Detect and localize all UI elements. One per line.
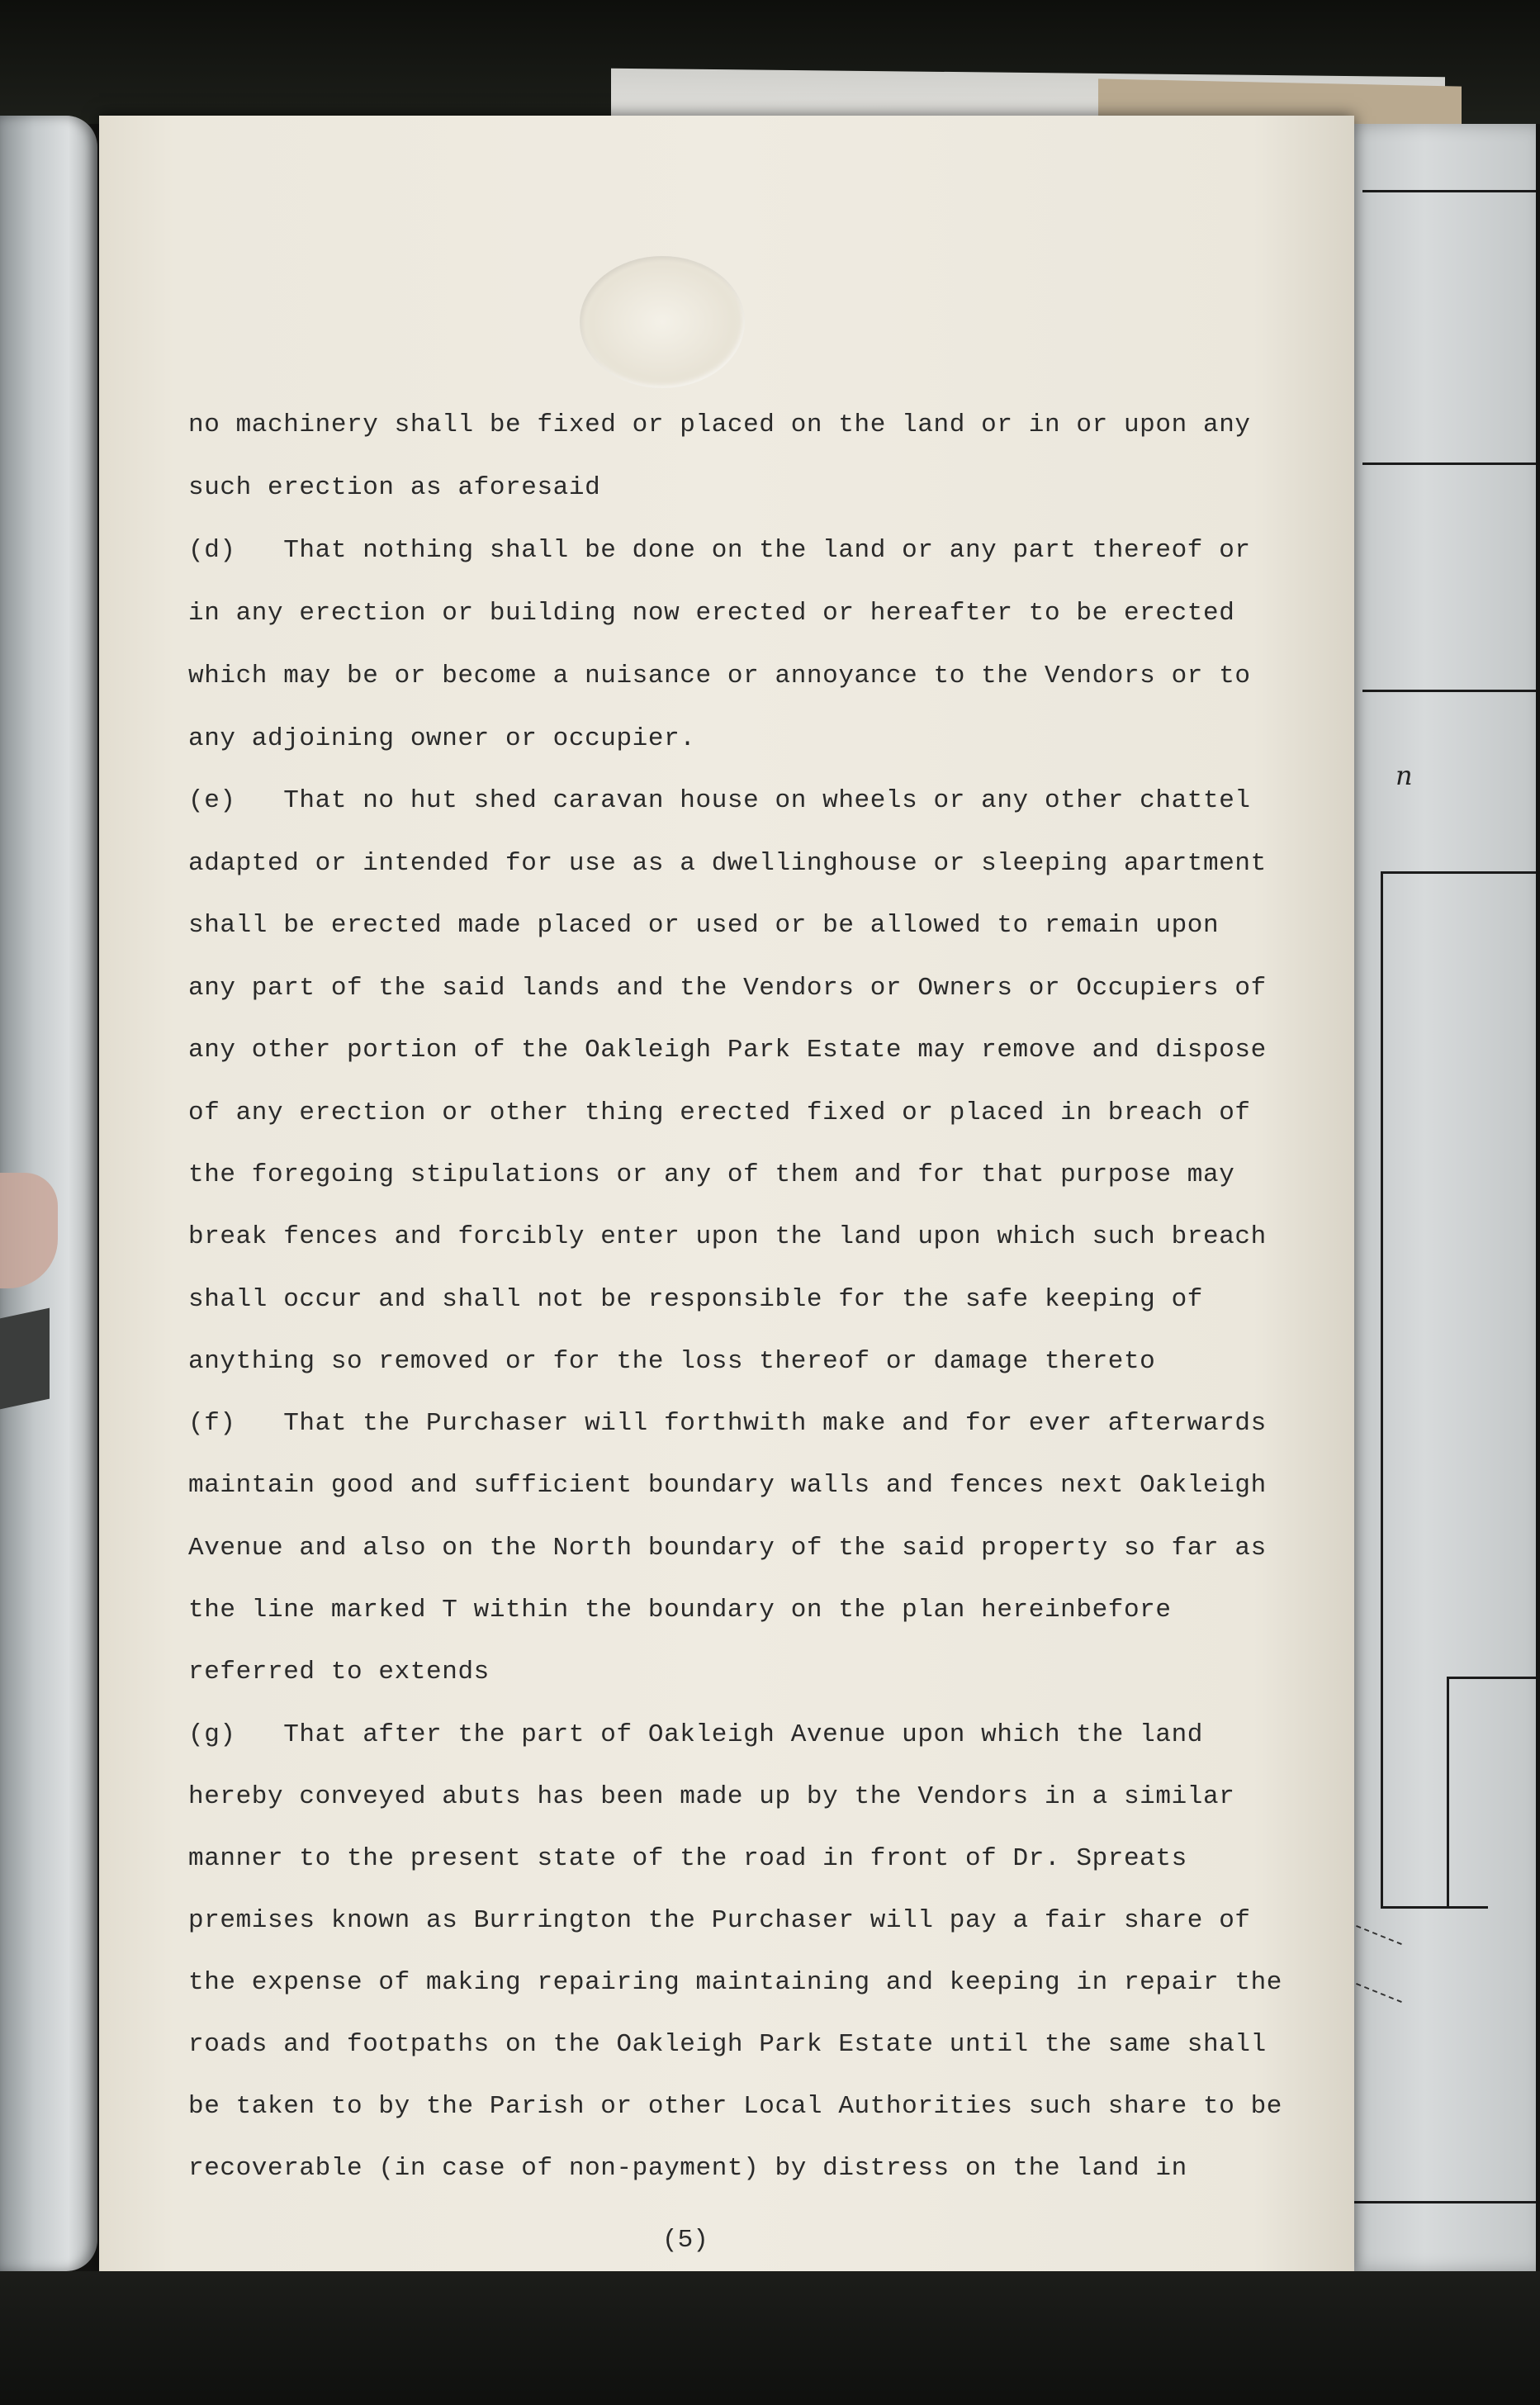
text-line: manner to the present state of the road in front of Dr. Spreats xyxy=(188,1844,1187,1873)
page-tear xyxy=(0,1308,50,1410)
plan-boundary-line xyxy=(1381,871,1383,1908)
text-line: shall be erected made placed or used or be allowed to remain upon xyxy=(188,911,1220,940)
text-line: any other portion of the Oakleigh Park Estate may remove and dispose xyxy=(188,1036,1267,1065)
text-line: break fences and forcibly enter upon the land upon which such breach xyxy=(188,1222,1267,1251)
text-line: anything so removed or for the loss thereof or damage thereto xyxy=(188,1347,1156,1376)
text-line: maintain good and sufficient boundary walls and fences next Oakleigh xyxy=(188,1471,1267,1500)
text-line: which may be or become a nuisance or annoyance to the Vendors or to xyxy=(188,662,1251,690)
text-line: (f) That the Purchaser will forthwith make and for ever afterwards xyxy=(188,1409,1267,1438)
text-line: the foregoing stipulations or any of them and for that purpose may xyxy=(188,1160,1235,1189)
text-line: premises known as Burrington the Purchaser will pay a fair share of xyxy=(188,1906,1251,1935)
text-line: (g) That after the part of Oakleigh Avenue upon which the land xyxy=(188,1720,1203,1749)
plan-boundary-line xyxy=(1362,190,1536,192)
text-line: any adjoining owner or occupier. xyxy=(188,724,696,753)
text-line: (e) That no hut shed caravan house on wheels or any other chattel xyxy=(188,786,1251,815)
plan-boundary-line xyxy=(1338,2201,1536,2203)
text-line: the expense of making repairing maintaining and keeping in repair the xyxy=(188,1968,1283,1997)
text-line: the line marked T within the boundary on the plan hereinbefore xyxy=(188,1596,1172,1625)
page-number: (5) xyxy=(662,2226,708,2255)
text-line: recoverable (in case of non-payment) by distress on the land in xyxy=(188,2154,1187,2183)
text-line: referred to extends xyxy=(188,1658,490,1686)
text-line: adapted or intended for use as a dwellinghouse or sleeping apartment xyxy=(188,849,1267,878)
text-line: hereby conveyed abuts has been made up by the Vendors in a similar xyxy=(188,1782,1235,1811)
text-line: in any erection or building now erected or hereafter to be erected xyxy=(188,599,1235,628)
plan-boundary-line xyxy=(1381,1906,1488,1909)
plan-letter: n xyxy=(1395,760,1413,791)
text-line: shall occur and shall not be responsible for the safe keeping of xyxy=(188,1285,1203,1314)
plan-dashed-line xyxy=(1348,1922,1402,1945)
plan-boundary-line xyxy=(1362,690,1536,692)
text-line: roads and footpaths on the Oakleigh Park Estate until the same shall xyxy=(188,2030,1267,2059)
plan-boundary-line xyxy=(1447,1677,1449,1906)
plan-dashed-line xyxy=(1348,1980,1402,2003)
typed-page xyxy=(99,116,1354,2271)
text-line: (d) That nothing shall be done on the land or any part thereof or xyxy=(188,536,1251,565)
text-line: no machinery shall be fixed or placed on the land or in or upon any xyxy=(188,410,1251,439)
plan-boundary-line xyxy=(1381,871,1536,874)
binding-background-bottom xyxy=(0,2271,1540,2405)
text-line: of any erection or other thing erected fixed or placed in breach of xyxy=(188,1098,1251,1127)
text-line: Avenue and also on the North boundary of the said property so far as xyxy=(188,1534,1267,1563)
text-line: such erection as aforesaid xyxy=(188,473,601,502)
text-line: be taken to by the Parish or other Local Authorities such share to be xyxy=(188,2092,1283,2121)
plan-boundary-line xyxy=(1362,462,1536,465)
embossed-seal xyxy=(580,256,745,388)
plan-boundary-line xyxy=(1447,1677,1536,1679)
text-line: any part of the said lands and the Vendors or Owners or Occupiers of xyxy=(188,974,1267,1003)
